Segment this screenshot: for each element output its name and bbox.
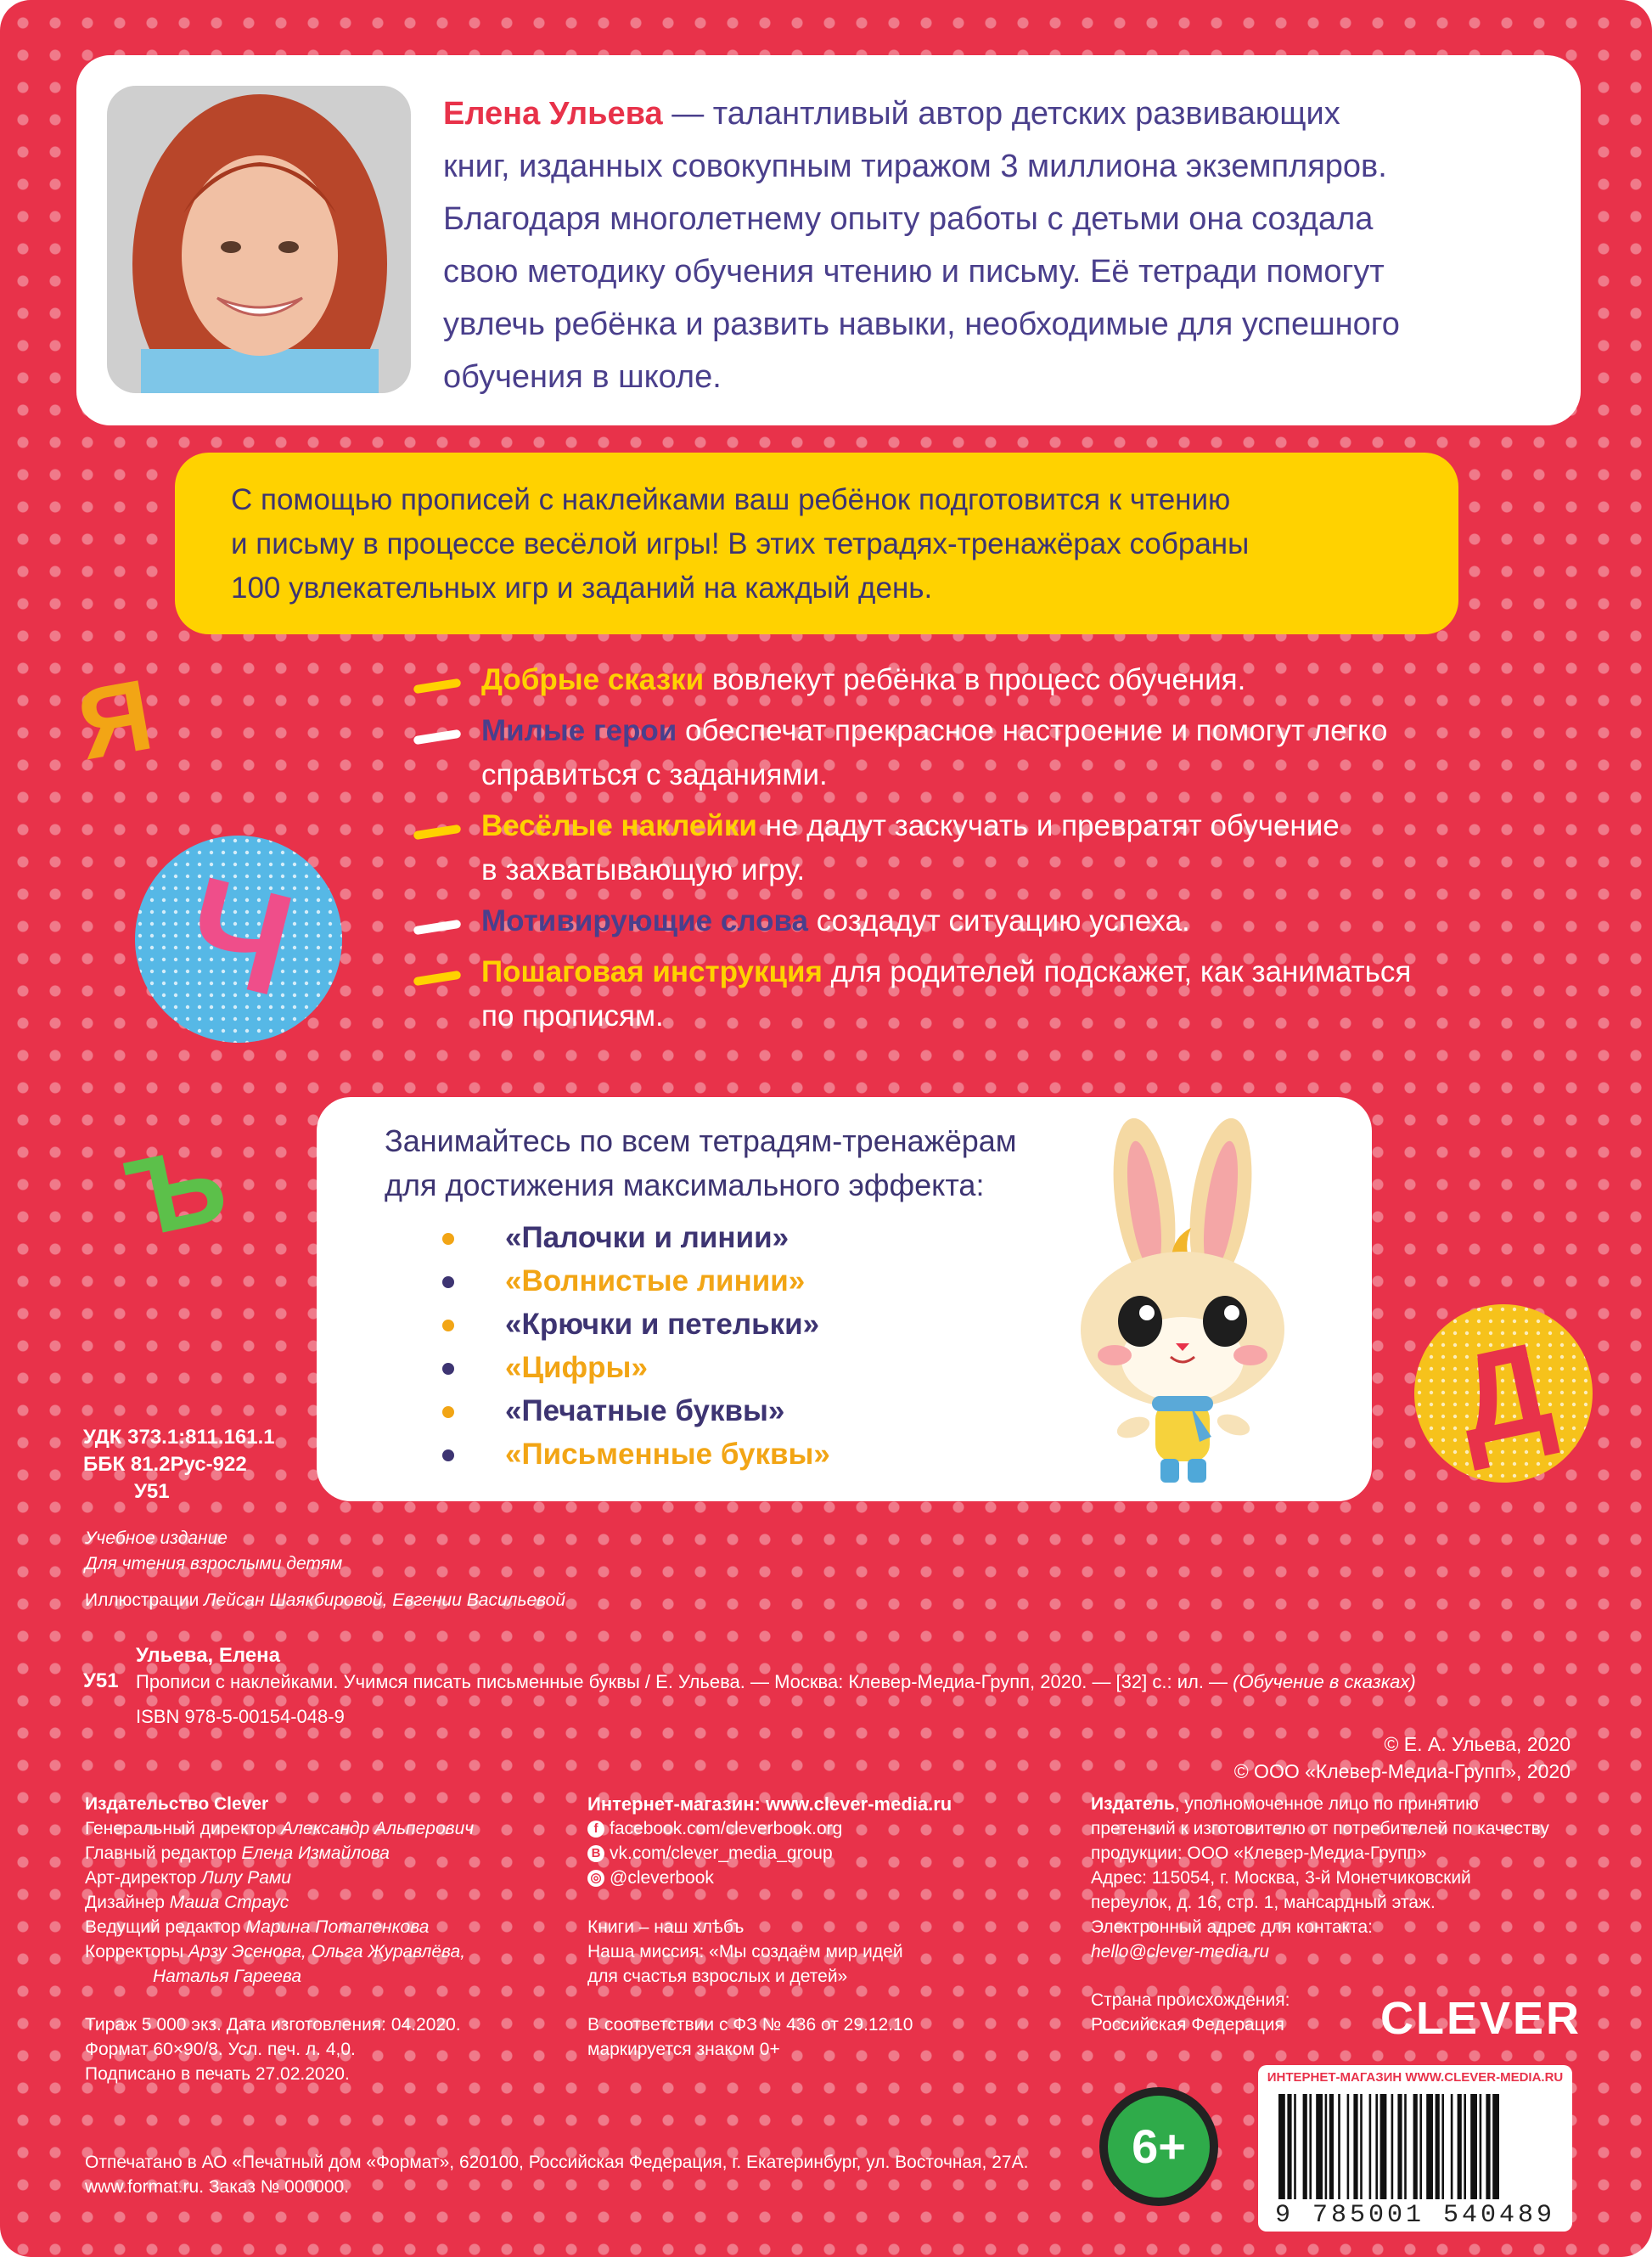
barcode-bars xyxy=(1278,2094,1552,2199)
series-label: «Палочки и линии» xyxy=(505,1221,789,1254)
law-line: маркируется знаком 0+ xyxy=(587,2040,780,2059)
barcode-bar xyxy=(1338,2094,1340,2199)
feature-highlight: Мотивирующие слова xyxy=(481,904,808,937)
dash-icon xyxy=(413,971,462,987)
edition-type: Учебное издание xyxy=(85,1528,228,1548)
feature-item xyxy=(403,658,1592,702)
staff-role: Дизайнер xyxy=(85,1893,170,1912)
series-title-line: Занимайтесь по всем тетрадям-тренажёрам xyxy=(385,1123,1017,1158)
feature-item xyxy=(403,804,1592,892)
illustrators: Лейсан Шаякбировой, Евгении Васильевой xyxy=(204,1590,566,1610)
bio-line: свою методику обучения чтению и письму. Её тетради помогут xyxy=(443,254,1385,290)
barcode-bar xyxy=(1426,2094,1433,2199)
brand-logo: CLEVER xyxy=(1380,1993,1582,2044)
staff-role: Арт-директор xyxy=(85,1868,202,1888)
feature-text-cont: в захватывающую игру. xyxy=(481,853,806,886)
barcode-header: ИНТЕРНЕТ-МАГАЗИН WWW.CLEVER-MEDIA.RU xyxy=(1267,2070,1564,2085)
citation-text: Прописи с наклейками. Учимся писать письменные буквы / Е. Ульева. — Москва: Клевер-Медиа-Групп, 2020. — [32] с.: ил. — xyxy=(136,1671,1233,1692)
producer-line: Адрес: 115054, г. Москва, 3-й Монетчиковский xyxy=(1091,1868,1471,1888)
series-item xyxy=(442,1432,830,1476)
copyright-author: © Е. А. Ульева, 2020 xyxy=(1384,1733,1571,1755)
series-panel xyxy=(317,1097,1372,1501)
isbn: ISBN 978-5-00154-048-9 xyxy=(136,1706,345,1727)
facebook-link[interactable] xyxy=(587,1816,842,1841)
barcode-bar xyxy=(1413,2094,1418,2199)
bio-line: книг, изданных совокупным тиражом 3 миллиона экземпляров. xyxy=(443,149,1387,184)
producer-text: , уполномоченное лицо по принятию xyxy=(1174,1794,1479,1814)
barcode-bar xyxy=(1458,2094,1462,2199)
illustrations-credit xyxy=(85,1588,565,1613)
barcode-bar xyxy=(1316,2094,1323,2199)
print-info: Тираж 5 000 экз. Дата изготовления: 04.2020. xyxy=(85,2015,461,2035)
series-label: «Печатные буквы» xyxy=(505,1394,785,1427)
barcode-bar xyxy=(1486,2094,1490,2199)
staff-line xyxy=(85,1816,474,1841)
series-item xyxy=(442,1216,830,1259)
instagram-handle: @cleverbook xyxy=(610,1868,714,1888)
bio-line: увлечь ребёнка и развить навыки, необходимые для успешного xyxy=(443,307,1400,342)
barcode-bar xyxy=(1303,2094,1307,2199)
country-label: Страна происхождения: xyxy=(1091,1990,1290,2010)
series-name: (Обучение в сказках) xyxy=(1233,1671,1416,1692)
feature-item xyxy=(403,950,1592,1038)
feature-text: для родителей подскажет, как заниматься xyxy=(822,955,1412,988)
series-title-line: для достижения максимального эффекта: xyxy=(385,1168,985,1202)
series-title xyxy=(385,1119,1149,1207)
barcode-bar xyxy=(1391,2094,1394,2199)
barcode-bar xyxy=(1287,2094,1291,2199)
age-rating: 6+ xyxy=(1108,2096,1210,2198)
letter-hard-sign-sticker xyxy=(109,1123,244,1258)
barcode-bar xyxy=(1347,2094,1350,2199)
staff-role: Корректоры xyxy=(85,1942,189,1962)
bullet-icon xyxy=(442,1449,454,1461)
staff-line xyxy=(85,1915,429,1939)
staff-name: Лилу Рами xyxy=(201,1868,291,1888)
author-code: У51 xyxy=(134,1480,170,1503)
bio-line: обучения в школе. xyxy=(443,359,722,395)
vk-link[interactable] xyxy=(587,1841,833,1866)
barcode-bar xyxy=(1436,2094,1440,2199)
bunny-illustration xyxy=(1072,1109,1293,1491)
publisher-heading: Издательство Clever xyxy=(85,1794,269,1814)
age-rating-badge xyxy=(1099,2087,1218,2206)
barcode-bar xyxy=(1369,2094,1372,2199)
barcode-bar xyxy=(1294,2094,1296,2199)
dash-icon xyxy=(413,825,462,841)
illustrations-label: Иллюстрации xyxy=(85,1590,205,1610)
printer-line: www.format.ru. Заказ № 000000. xyxy=(85,2177,350,2197)
staff-name: Наталья Гареева xyxy=(153,1967,302,1986)
series-item xyxy=(442,1303,830,1346)
intro-line: С помощью прописей с наклейками ваш ребёнок подготовится к чтению xyxy=(231,483,1231,516)
catalog-author: Ульева, Елена xyxy=(136,1644,281,1667)
barcode-bar xyxy=(1309,2094,1312,2199)
letter-d: Д xyxy=(1444,1314,1563,1473)
barcode-bar xyxy=(1464,2094,1466,2199)
motto-line: для счастья взрослых и детей» xyxy=(587,1967,848,1986)
feature-item xyxy=(403,709,1592,797)
series-label: «Крючки и петельки» xyxy=(505,1308,820,1341)
feature-text: создадут ситуацию успеха. xyxy=(808,904,1190,937)
barcode-bar xyxy=(1325,2094,1328,2199)
series-label: «Цифры» xyxy=(505,1351,648,1384)
staff-role: Генеральный директор xyxy=(85,1819,282,1838)
barcode-number: 9 785001 540489 xyxy=(1274,2201,1556,2230)
intro-line: и письму в процессе весёлой игры! В этих тетрадях-тренажёрах собраны xyxy=(231,527,1250,560)
instagram-icon: ◎ xyxy=(587,1870,604,1887)
feature-highlight: Весёлые наклейки xyxy=(481,809,757,842)
series-list xyxy=(442,1216,830,1476)
intro-text xyxy=(231,478,1419,611)
producer-line xyxy=(1091,1792,1479,1816)
dash-icon xyxy=(413,729,462,746)
letter-ya: Я xyxy=(70,658,160,781)
feature-highlight: Милые герои xyxy=(481,714,677,747)
feature-text-cont: справиться с заданиями. xyxy=(481,758,828,791)
feature-highlight: Добрые сказки xyxy=(481,663,705,696)
printer-line: Отпечатано в АО «Печатный дом «Формат», 620100, Российская Федерация, г. Екатеринбург, ул. Восточная, 27А. xyxy=(85,2153,1029,2172)
staff-line xyxy=(85,1841,390,1866)
catalog-citation xyxy=(136,1669,1416,1694)
staff-name: Арзу Эсенова, Ольга Журавлёва, xyxy=(188,1942,466,1962)
motto-line: Книги – наш хлѣбъ xyxy=(587,1917,745,1937)
barcode-bar xyxy=(1278,2094,1285,2199)
shop-heading: Интернет-магазин: www.clever-media.ru xyxy=(587,1793,952,1815)
producer-line: продукции: ООО «Клевер-Медиа-Групп» xyxy=(1091,1843,1427,1863)
bullet-icon xyxy=(442,1320,454,1331)
print-info: Подписано в печать 27.02.2020. xyxy=(85,2064,350,2084)
barcode-bar xyxy=(1404,2094,1407,2199)
producer-label: Издатель xyxy=(1091,1794,1175,1814)
staff-role: Ведущий редактор xyxy=(85,1917,246,1937)
vk-icon: B xyxy=(587,1845,604,1862)
barcode-bar xyxy=(1380,2094,1387,2199)
staff-name: Александр Альперович xyxy=(281,1819,475,1838)
staff-line xyxy=(85,1939,465,1964)
barcode-bar xyxy=(1441,2094,1444,2199)
barcode-bar xyxy=(1375,2094,1378,2199)
bullet-icon xyxy=(442,1363,454,1375)
staff-name: Елена Измайлова xyxy=(241,1843,390,1863)
barcode-bar xyxy=(1492,2094,1499,2199)
barcode-bar xyxy=(1451,2094,1453,2199)
dash-icon xyxy=(413,920,462,936)
feature-text: вовлекут ребёнка в процесс обучения. xyxy=(704,663,1246,696)
catalog-code: У51 xyxy=(83,1669,119,1692)
udk-code: УДК 373.1:811.161.1 xyxy=(83,1426,275,1449)
feature-item xyxy=(403,899,1592,943)
producer-line: Электронный адрес для контакта: xyxy=(1091,1917,1374,1937)
staff-name: Марина Потапенкова xyxy=(245,1917,430,1937)
author-panel xyxy=(76,55,1581,425)
bullet-icon xyxy=(442,1406,454,1418)
producer-line: переулок, д. 16, стр. 1, мансардный этаж. xyxy=(1091,1893,1436,1912)
barcode xyxy=(1258,2065,1572,2232)
bullet-icon xyxy=(442,1233,454,1245)
letter-ya-sticker xyxy=(68,654,161,781)
barcode-bar xyxy=(1353,2094,1357,2199)
bio-line: Благодаря многолетнему опыту работы с детьми она создала xyxy=(443,201,1374,237)
series-item xyxy=(442,1346,830,1389)
feature-text: обеспечат прекрасное настроение и помогут легко xyxy=(677,714,1388,747)
feature-text-cont: по прописям. xyxy=(481,999,664,1033)
staff-line xyxy=(85,1866,291,1890)
country: Российская Федерация xyxy=(1091,2015,1284,2035)
vk-url: vk.com/clever_media_group xyxy=(610,1843,833,1863)
staff-role: Главный редактор xyxy=(85,1843,242,1863)
audience: Для чтения взрослыми детям xyxy=(85,1554,343,1573)
barcode-bar xyxy=(1419,2094,1422,2199)
barcode-bar xyxy=(1329,2094,1334,2199)
staff-name: Маша Страус xyxy=(169,1893,289,1912)
feature-highlight: Пошаговая инструкция xyxy=(481,955,823,988)
letter-hard-sign: Ъ xyxy=(116,1123,237,1258)
intro-panel xyxy=(175,453,1458,634)
dash-icon xyxy=(413,678,462,695)
series-item xyxy=(442,1389,830,1432)
law-line: В соответствии с ФЗ № 436 от 29.12.10 xyxy=(587,2015,913,2035)
motto-line: Наша миссия: «Мы создаём мир идей xyxy=(587,1942,903,1962)
series-item xyxy=(442,1259,830,1303)
barcode-bar xyxy=(1470,2094,1477,2199)
staff-line xyxy=(85,1890,289,1915)
author-name: Елена Ульева xyxy=(443,96,663,132)
bullet-icon xyxy=(442,1276,454,1288)
letter-ch-sticker xyxy=(134,835,343,1044)
bbk-code: ББК 81.2Рус-922 xyxy=(83,1453,247,1476)
author-photo xyxy=(107,86,411,393)
author-bio xyxy=(443,87,1555,403)
copyright-publisher: © ООО «Клевер-Медиа-Групп», 2020 xyxy=(1233,1760,1571,1782)
facebook-url: facebook.com/cleverbook.org xyxy=(610,1819,843,1838)
features-list xyxy=(403,658,1592,1045)
producer-line: претензий к изготовителю от потребителей по качеству xyxy=(1091,1819,1549,1838)
instagram-link[interactable] xyxy=(587,1866,714,1890)
barcode-bar xyxy=(1480,2094,1482,2199)
letter-ch: Ч xyxy=(170,846,308,1027)
print-info: Формат 60×90/8. Усл. печ. л. 4,0. xyxy=(85,2040,356,2059)
barcode-bar xyxy=(1360,2094,1363,2199)
feature-text: не дадут заскучать и превратят обучение xyxy=(756,809,1340,842)
series-label: «Волнистые линии» xyxy=(505,1264,806,1297)
series-label: «Письменные буквы» xyxy=(505,1438,830,1471)
facebook-icon: f xyxy=(587,1821,604,1838)
bio-line: — талантливый автор детских развивающих xyxy=(662,96,1340,132)
intro-line: 100 увлекательных игр и заданий на каждый день. xyxy=(231,571,933,605)
barcode-bar xyxy=(1397,2094,1402,2199)
letter-d-sticker xyxy=(1413,1303,1593,1483)
contact-email[interactable]: hello@clever-media.ru xyxy=(1091,1942,1270,1962)
